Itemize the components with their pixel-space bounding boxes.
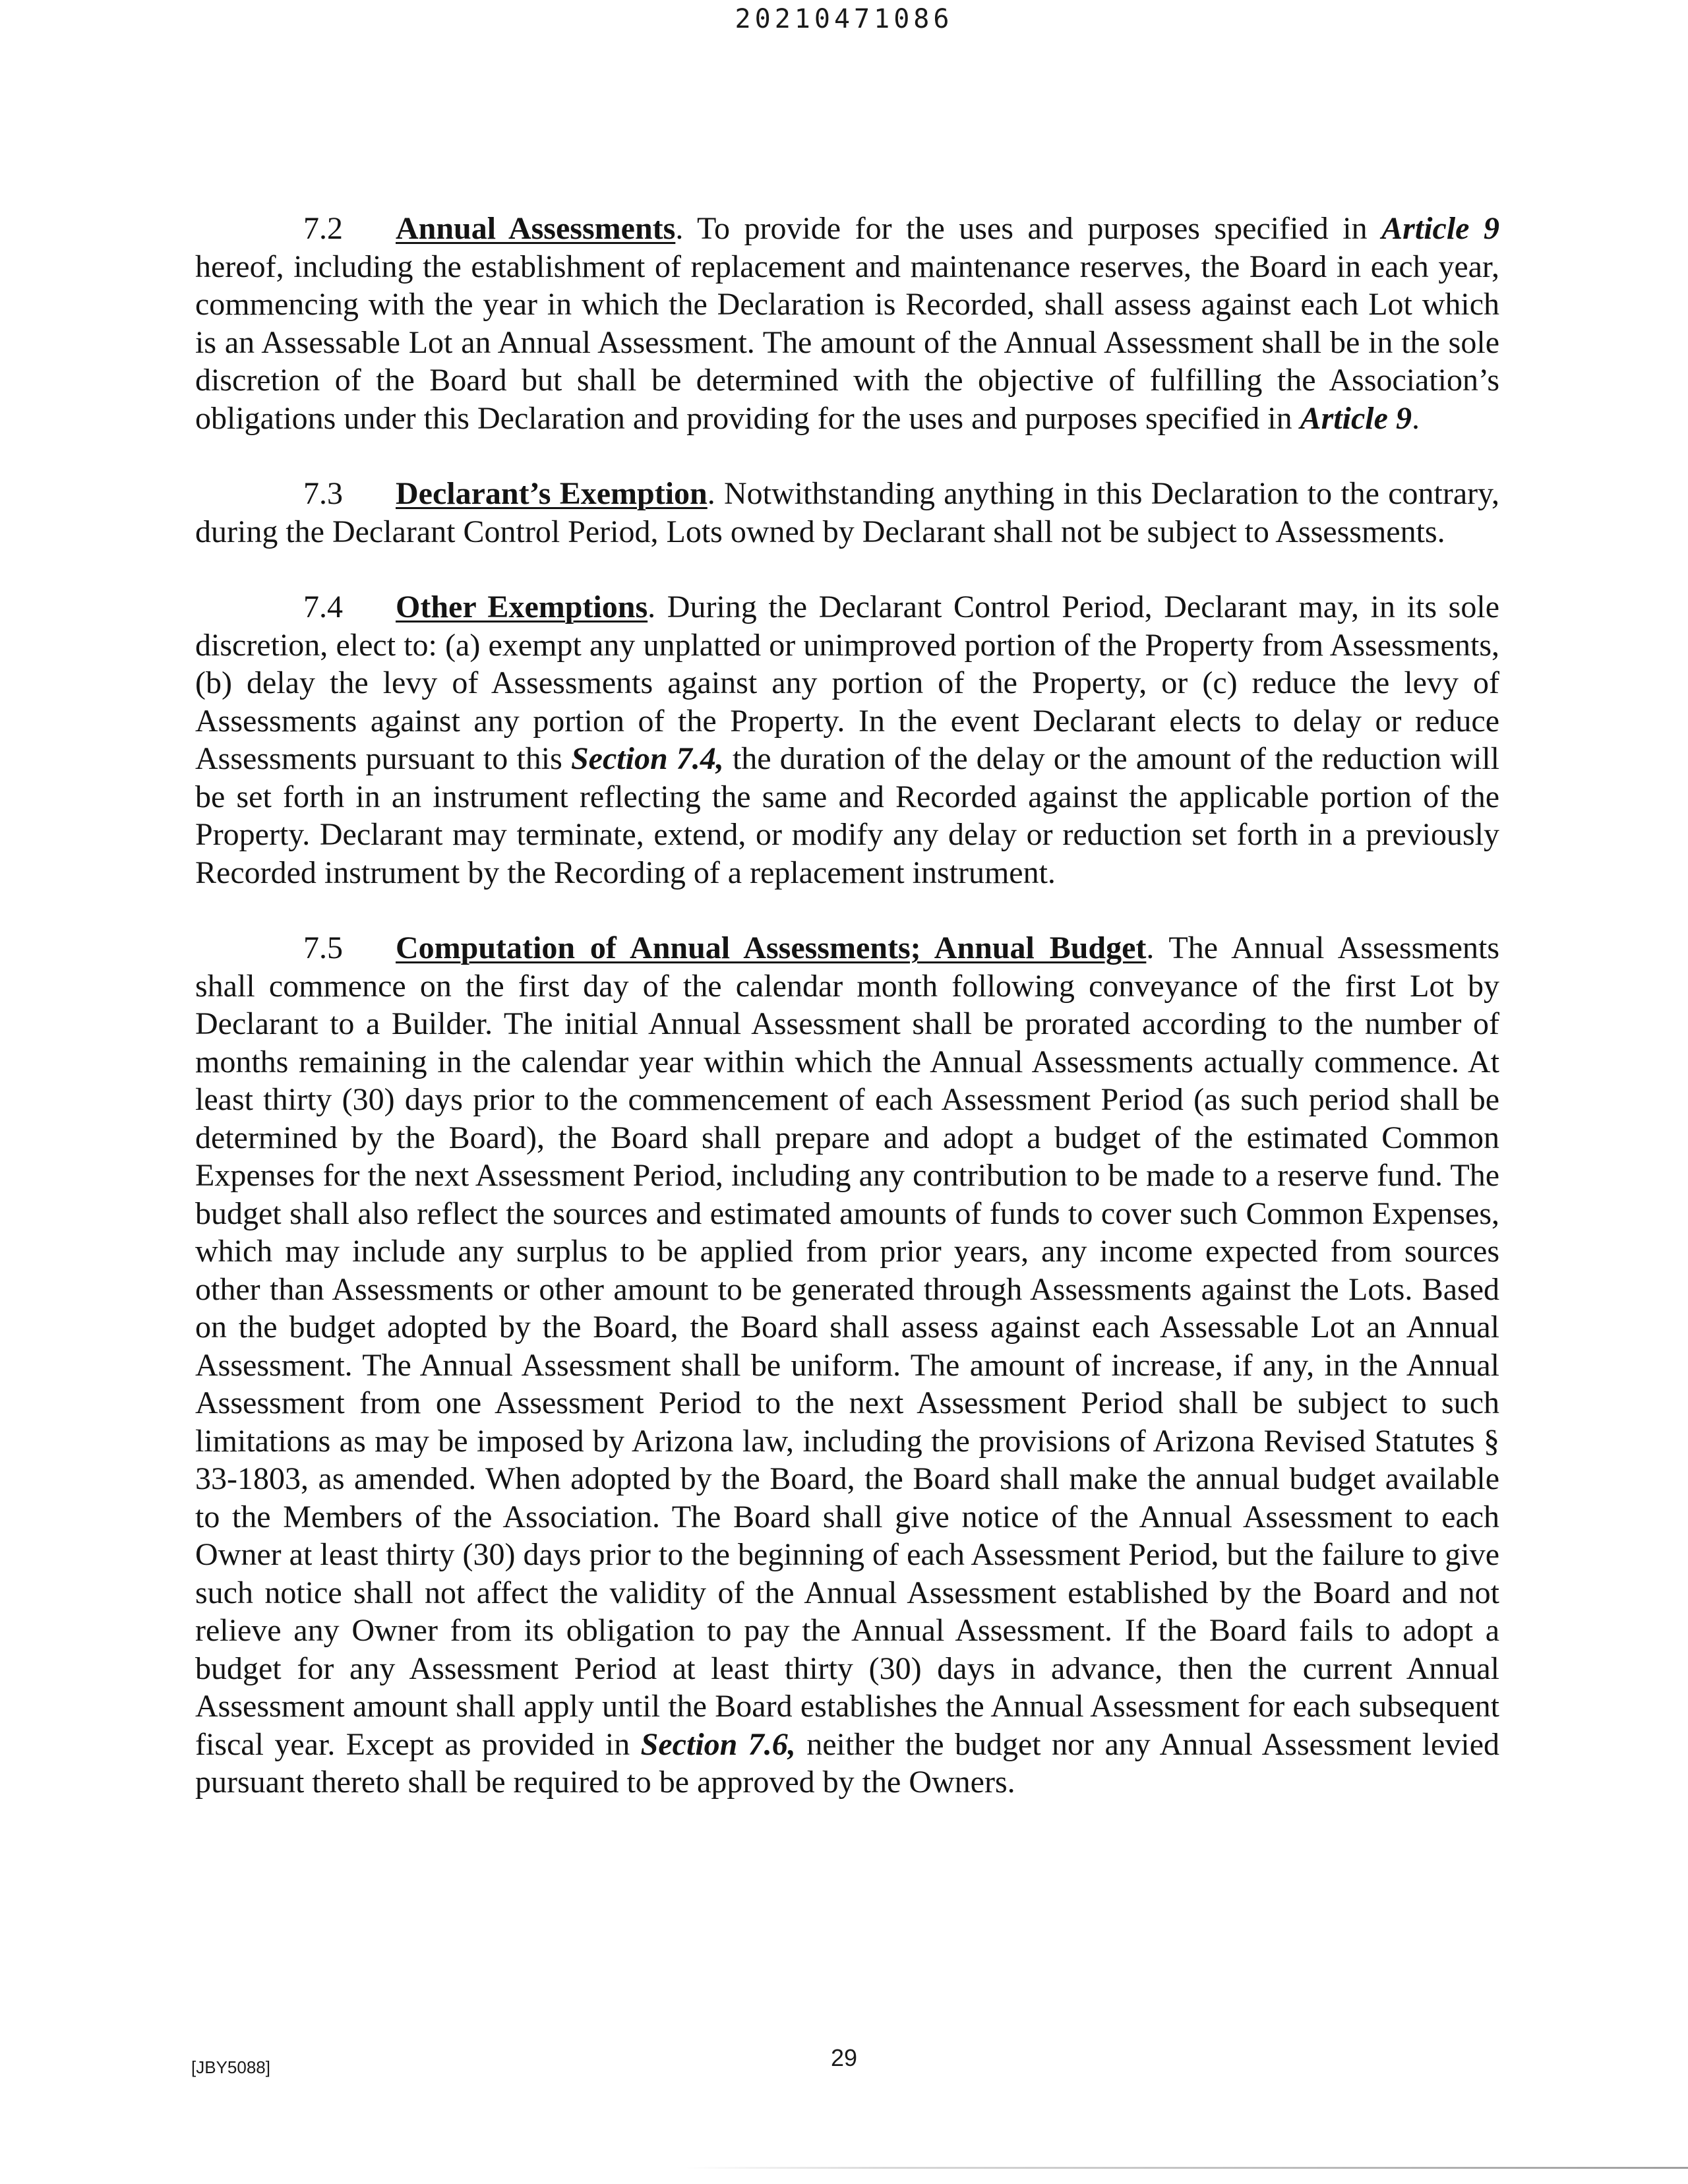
article-reference: Article 9 [1381,211,1499,246]
document-body [195,210,1499,1839]
page-number: 29 [830,2044,858,2071]
footer-document-id: [JBY5088] [191,2057,270,2077]
section-title: Declarant’s Exemption [396,476,708,511]
section-title: Computation of Annual Assessments; Annual Budget [396,930,1147,965]
section-7-5 [195,929,1499,1802]
article-reference: Article 9 [1300,400,1412,436]
section-number: 7.2 [303,211,343,246]
section-7-2 [195,210,1499,437]
section-text: . [1411,400,1420,436]
section-text: neither the budget nor any Annual Assessment levied pursuant thereto shall be required to be approved by the Owners. [195,1726,1499,1800]
section-7-3 [195,475,1499,551]
section-text: . Notwithstanding anything in this Declaration to the contrary, during the Declarant Control Period, Lots owned by Declarant shall not be subject to Assessments. [195,476,1499,549]
section-reference: Section 7.6, [640,1726,796,1762]
section-text: the duration of the delay or the amount of the reduction will be set forth in an instrument reflecting the same and Recorded against the applicable portion of the Property. Declarant may terminate, extend, or modify any delay or reduction set forth in a previously Recorded instrument by the Recording of a replacement instrument. [195,741,1499,890]
section-number: 7.4 [303,590,343,624]
section-number: 7.5 [303,930,343,965]
section-text: hereof, including the establishment of replacement and maintenance reserves, the Board in each year, commencing with the year in which the Declaration is Recorded, shall assess against each Lot which is an Assessable Lot an Annual Assessment. The amount of the Annual Assessment shall be in the sole discretion of the Board but shall be determined with the objective of fulfilling the Association’s obligations under this Declaration and providing for the uses and purposes specified in [195,249,1499,436]
section-text: . The Annual Assessments shall commence on the first day of the calendar month following conveyance of the first Lot by Declarant to a Builder. The initial Annual Assessment shall be prorated according to the number of months remaining in the calendar year within which the Annual Assessments actually commence. At least thirty (30) days prior to the commencement of each Assessment Period (as such period shall be determined by the Board), the Board shall prepare and adopt a budget of the estimated Common Expenses for the next Assessment Period, including any contribution to be made to a reserve fund. The budget shall also reflect the sources and estimated amounts of funds to cover such Common Expenses, which may include any surplus to be applied from prior years, any income expected from sources other than Assessments or other amount to be generated through Assessments against the Lots. Based on the budget adopted by the Board, the Board shall assess against each Assessable Lot an Annual Assessment. The Annual Assessment shall be uniform. The amount of increase, if any, in the Annual Assessment from one Assessment Period to the next Assessment Period shall be subject to such limitations as may be imposed by Arizona law, including the provisions of Arizona Revised Statutes § 33-1803, as amended. When adopted by the Board, the Board shall make the annual budget available to the Members of the Association. The Board shall give notice of the Annual Assessment to each Owner at least thirty (30) days prior to the beginning of each Assessment Period, but the failure to give such notice shall not affect the validity of the Annual Assessment established by the Board and not relieve any Owner from its obligation to pay the Annual Assessment. If the Board fails to adopt a budget for any Assessment Period at least thirty (30) days in advance, then the current Annual Assessment amount shall apply until the Board establishes the Annual Assessment for each subsequent fiscal year. Except as provided in [195,930,1499,1762]
section-title: Other Exemptions [396,590,648,624]
scan-artifact-line [686,2167,1688,2169]
section-number: 7.3 [303,476,343,511]
document-number: 20210471086 [735,4,953,34]
section-reference: Section 7.4, [570,741,724,776]
section-text: . During the Declarant Control Period, Declarant may, in its sole discretion, elect to: (a) exempt any unplatted or unimproved portion of the Property from Assessments, (b) delay the levy of Assessments against any portion of the Property, or (c) reduce the levy of Assessments against any portion of the Property. In the event Declarant elects to delay or reduce Assessments pursuant to this [195,590,1499,776]
section-7-4 [195,588,1499,892]
section-title: Annual Assessments [396,211,676,246]
section-text: . To provide for the uses and purposes specified in [675,211,1382,246]
